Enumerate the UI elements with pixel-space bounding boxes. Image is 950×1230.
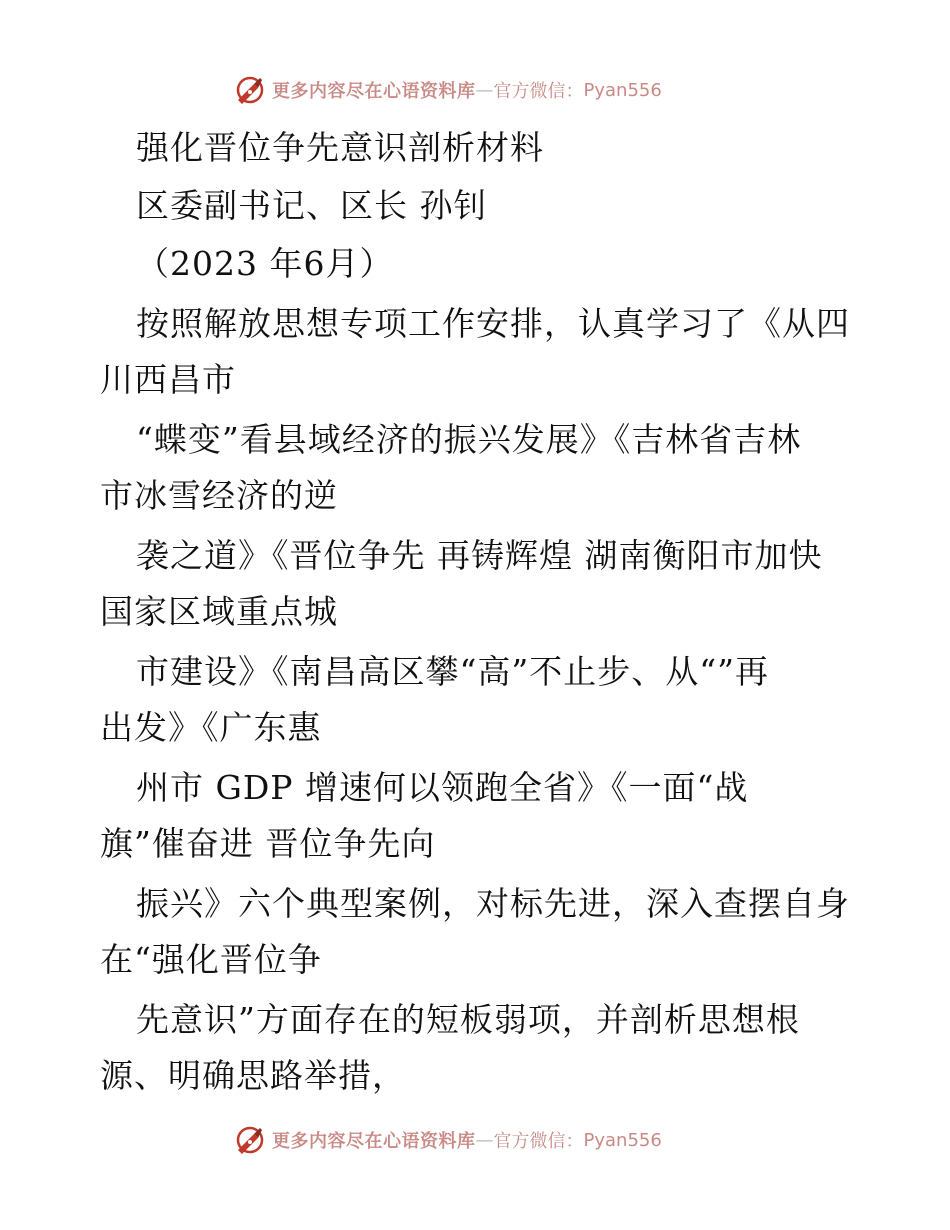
header-watermark xyxy=(234,72,662,108)
body-line: 市建设》《南昌高区攀“高”不止步、从“”再 xyxy=(136,652,769,691)
body-line: 源、明确思路举措， xyxy=(100,1056,406,1095)
watermark-main-text: 更多内容尽在心语资料库 xyxy=(272,81,476,102)
watermark-separator: — xyxy=(475,1129,494,1151)
body-line: 市冰雪经济的逆 xyxy=(100,476,338,515)
body-line: 振兴》六个典型案例，对标先进，深入查摆自身 xyxy=(136,884,850,923)
body-line: 旗”催奋进 晋位争先向 xyxy=(100,824,436,863)
watermark-wechat-id: Pyan556 xyxy=(583,79,662,101)
pen-nib-logo-icon xyxy=(234,74,266,106)
body-line: “蝶变”看县域经济的振兴发展》《吉林省吉林 xyxy=(136,420,802,459)
watermark-tail-text: 官方微信： xyxy=(493,1131,584,1152)
watermark-tail-text: 官方微信： xyxy=(493,81,584,102)
body-line: 先意识”方面存在的短板弱项，并剖析思想根 xyxy=(136,1000,800,1039)
body-line: 川西昌市 xyxy=(100,360,236,399)
watermark-wechat-id: Pyan556 xyxy=(583,1129,662,1151)
body-line: 国家区域重点城 xyxy=(100,592,338,631)
body-line: 州市 GDP 增速何以领跑全省》《一面“战 xyxy=(136,768,749,807)
document-title: 强化晋位争先意识剖析材料 xyxy=(136,128,544,167)
body-line: 出发》《广东惠 xyxy=(100,708,322,747)
body-line: 在“强化晋位争 xyxy=(100,940,322,979)
document-date: （2023 年6月） xyxy=(136,244,394,283)
watermark-separator: — xyxy=(475,79,494,101)
body-line: 袭之道》《晋位争先 再铸辉煌 湖南衡阳市加快 xyxy=(136,536,823,575)
footer-watermark xyxy=(234,1122,662,1158)
body-line: 按照解放思想专项工作安排，认真学习了《从四 xyxy=(136,304,850,343)
document-author: 区委副书记、区长 孙钊 xyxy=(136,186,488,225)
watermark-main-text: 更多内容尽在心语资料库 xyxy=(272,1131,476,1152)
pen-nib-logo-icon xyxy=(234,1124,266,1156)
